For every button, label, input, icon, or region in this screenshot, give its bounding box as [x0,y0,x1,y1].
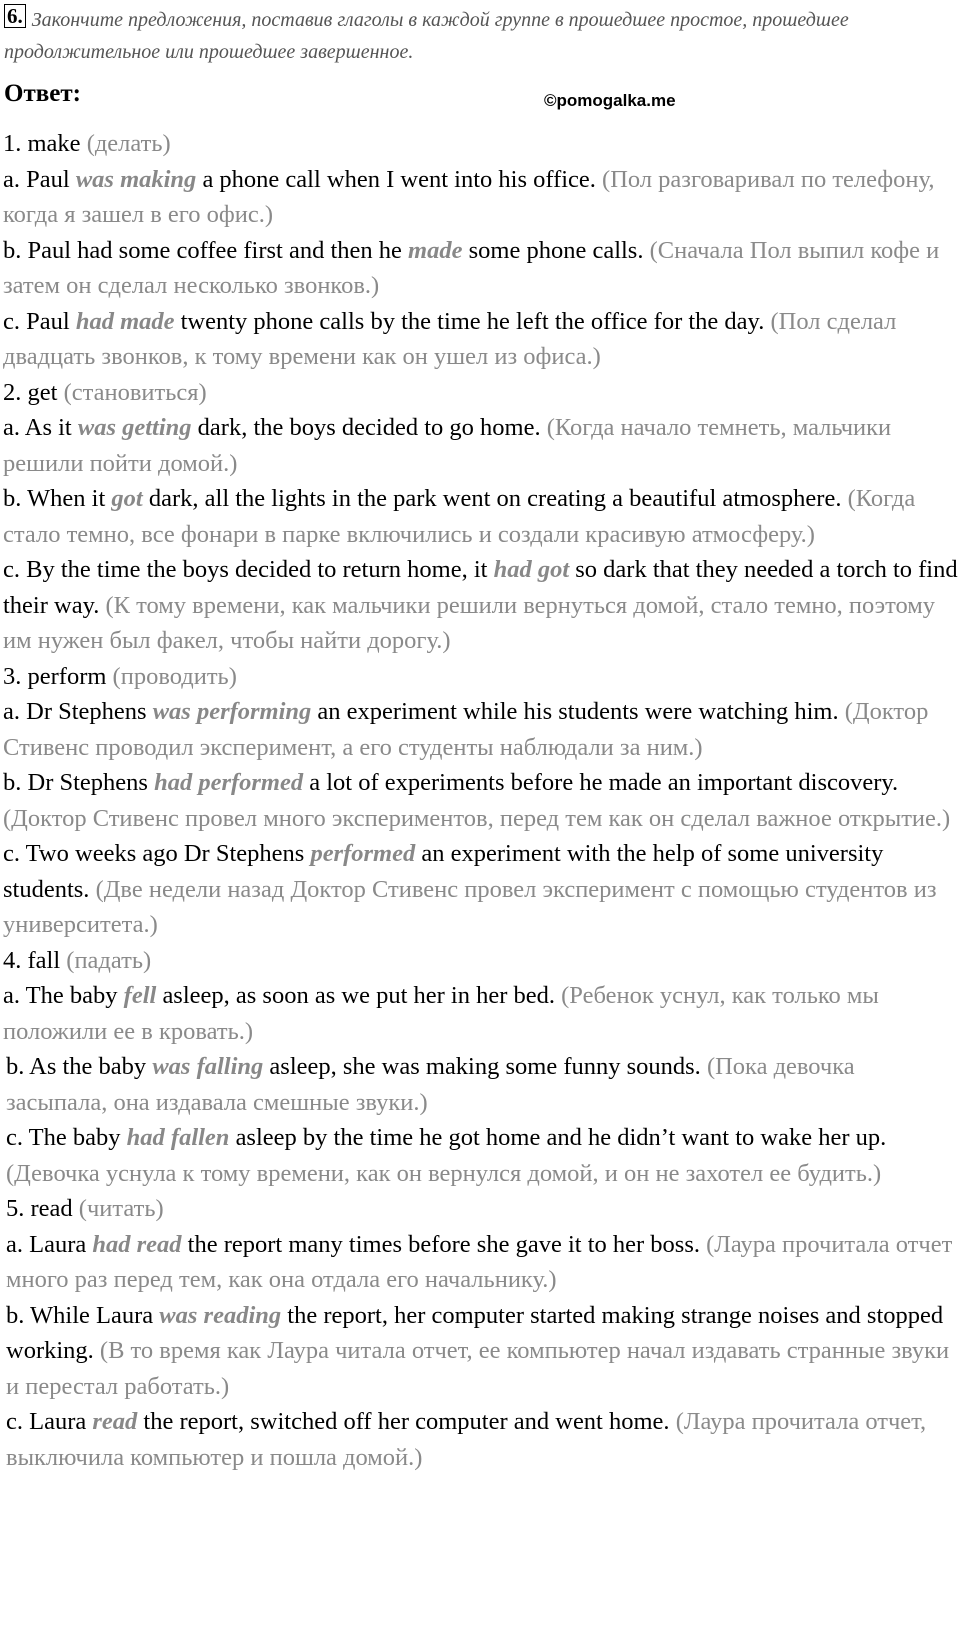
sentence-before: a. As it [3,414,78,441]
heading-translation: (читать) [78,1195,164,1222]
group-1 [3,126,958,375]
translation: (К тому времени, как мальчики решили вернуться домой, стало темно, поэтому им нужен был факел, чтобы найти дорогу.) [3,591,936,654]
sentence-before: c. By the time the boys decided to return home, it [3,556,494,583]
heading-translation: (падать) [66,946,152,974]
sentence-after: some phone calls. [462,236,644,264]
answer-verb: was making [75,165,197,193]
sentence-after: asleep by the time he got home and he didn’t want to wake her up. [229,1124,887,1151]
sentence-before: a. Paul [3,165,76,193]
translation: (Пока девочка засыпала, она издавала смешные звуки.) [6,1053,855,1116]
sentence [3,162,958,233]
sentence-after: dark, the boys decided to go home. [191,414,541,441]
sentence-before: c. Two weeks ago Dr Stephens [3,840,311,867]
sentence [3,410,958,481]
translation: (Доктор Стивенс провел много экспериментов, перед тем как он сделал важное открытие.) [3,804,951,832]
task-header [4,4,952,68]
answer-verb: performed [310,840,416,867]
group-heading [3,1191,958,1227]
translation: (Ребенок уснул, как только мы положили ее в кровать.) [3,982,879,1045]
sentence-before: b. Paul had some coffee first and then he [3,236,409,264]
sentence-after: the report, switched off her computer and went home. [137,1408,670,1435]
sentence [3,978,958,1049]
group-5 [3,1191,958,1475]
sentence-after: a phone call when I went into his office. [196,165,596,193]
sentence-after: an experiment with the help of some university students. [3,840,884,903]
sentence-before: b. Dr Stephens [3,769,155,796]
sentence-after: an experiment while his students were watching him. [311,698,839,725]
sentence [3,765,958,836]
sentence [3,552,958,659]
group-3 [3,659,958,943]
sentence-before: c. Laura [6,1408,93,1435]
sentence [3,304,958,375]
group-heading [3,375,958,411]
sentence-before: a. Laura [6,1230,93,1258]
answer-verb: made [408,236,463,264]
sentence [3,1404,958,1475]
answer-label: Ответ: [4,80,81,107]
translation: (Сначала Пол выпил кофе и затем он сделал несколько звонков.) [3,236,940,299]
sentence [3,694,958,765]
sentence-before: a. The baby [3,982,124,1009]
sentence-after: the report, her computer started making strange noises and stopped working. [6,1301,944,1364]
translation: (Девочка уснула к тому времени, как он вернулся домой, и он не захотел ее будить.) [6,1159,882,1187]
answer-verb: fell [123,982,157,1009]
answer-content [3,126,958,1475]
heading-verb: 5. read [6,1195,73,1222]
watermark: ©pomogalka.me [544,91,676,110]
sentence-before: b. When it [3,485,112,512]
sentence-before: b. While Laura [6,1301,160,1329]
heading-translation: (проводить) [112,662,237,690]
sentence [3,481,958,552]
group-2 [3,375,958,659]
sentence-after: twenty phone calls by the time he left the office for the day. [174,307,765,335]
heading-verb: 1. make [3,130,81,157]
answer-verb: was falling [152,1053,264,1080]
sentence-after: the report many times before she gave it to her boss. [181,1230,700,1258]
translation: (В то время как Лаура читала отчет, ее компьютер начал издавать странные звуки и перестал работать.) [6,1337,950,1400]
sentence-before: c. Paul [3,307,76,335]
answer-verb: was reading [159,1301,282,1329]
sentence [3,1227,958,1298]
translation: (Когда стало темно, все фонари в парке включились и создали красивую атмосферу.) [3,485,916,548]
sentence [3,233,958,304]
group-heading [3,126,958,162]
answer-verb: was performing [152,698,312,725]
answer-verb: had performed [154,769,304,796]
task-instruction: Закончите предложения, поставив глаголы в каждой группе в прошедшее простое, прошедшее продолжительное или прошедшее завершенное. [4,9,849,63]
translation: (Лаура прочитала отчет, выключила компьютер и пошла домой.) [6,1408,927,1471]
heading-verb: 2. get [3,378,58,406]
group-4 [3,943,958,1192]
sentence-before: b. As the baby [6,1053,153,1080]
sentence [3,1298,958,1405]
sentence [3,1120,958,1191]
answer-verb: read [92,1408,138,1435]
sentence [3,836,958,943]
answer-verb: had fallen [126,1124,230,1151]
answer-row [4,80,944,120]
answer-verb: was getting [77,414,192,441]
sentence-after: a lot of experiments before he made an important discovery. [303,769,899,796]
task-number: 6. [4,4,26,28]
sentence-after: dark, all the lights in the park went on creating a beautiful atmosphere. [142,485,842,512]
group-heading [3,659,958,695]
translation: (Лаура прочитала отчет много раз перед тем, как она отдала его начальнику.) [6,1230,953,1293]
heading-translation: (становиться) [63,378,207,406]
heading-verb: 4. fall [3,946,61,974]
translation: (Две недели назад Доктор Стивенс провел эксперимент с помощью студентов из университета.) [3,875,937,938]
translation: (Пол разговаривал по телефону, когда я зашел в его офис.) [3,165,935,228]
translation: (Доктор Стивенс проводил эксперимент, а его студенты наблюдали за ним.) [3,698,929,761]
answer-verb: had read [92,1230,182,1258]
sentence-after: asleep, she was making some funny sounds. [263,1053,701,1080]
sentence-before: a. Dr Stephens [3,698,153,725]
heading-translation: (делать) [86,130,171,157]
sentence [3,1049,958,1120]
answer-verb: had made [75,307,175,335]
translation: (Когда начало темнеть, мальчики решили пойти домой.) [3,414,892,477]
translation: (Пол сделал двадцать звонков, к тому времени как он ушел из офиса.) [3,307,897,370]
sentence-after: so dark that they needed a torch to find their way. [3,556,958,619]
answer-verb: got [111,485,143,512]
sentence-after: asleep, as soon as we put her in her bed. [156,982,555,1009]
heading-verb: 3. perform [3,662,107,690]
answer-verb: had got [493,556,570,583]
group-heading [3,943,958,979]
sentence-before: c. The baby [6,1124,127,1151]
